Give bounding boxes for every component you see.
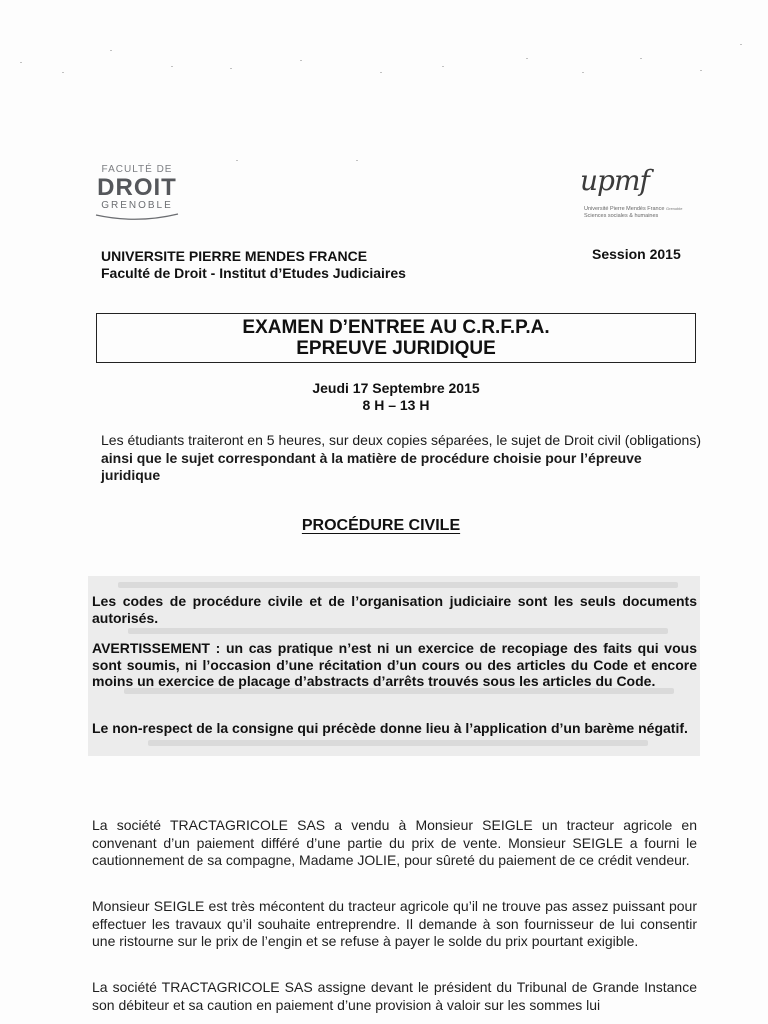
exam-hours: 8 H – 13 H — [362, 397, 430, 413]
faculty-logo — [92, 164, 182, 222]
bleed-through-line — [118, 582, 678, 588]
intro-normal-text: Les étudiants traiteront en 5 heures, sur deux copies séparées, le sujet de Droit civil (obligations) — [101, 432, 701, 448]
exam-day: Jeudi 17 Septembre 2015 — [312, 380, 480, 396]
scan-speck — [442, 66, 444, 67]
faculty-logo-line3: GRENOBLE — [101, 200, 173, 211]
scan-speck — [62, 72, 64, 73]
case-paragraph-2: Monsieur SEIGLE est très mécontent du tracteur agricole qu’il ne trouve pas assez puissant pour effectuer les travaux qu’il souhaite entreprendre. Il demande à son fournisseur de lui consentir une ristourne sur le prix de l’engin et se refuse à payer le solde du prix pourtant exigible. — [92, 898, 697, 949]
upmf-logo-brand: upmf — [580, 164, 649, 197]
section-title-text: PROCÉDURE CIVILE — [301, 517, 461, 534]
upmf-logo-subtitle2: Sciences sociales & humaines — [584, 213, 659, 219]
scan-speck — [236, 160, 238, 161]
case-paragraph-3: La société TRACTAGRICOLE SAS assigne devant le président du Tribunal de Grande Instance son débiteur et sa caution en paiement d’une provision à valoir sur les sommes lui — [92, 979, 697, 1013]
upmf-logo-subtitle1: Université Pierre Mendès France — [584, 206, 665, 212]
upmf-logo-city: Grenoble — [666, 206, 683, 211]
exam-title-line1: EXAMEN D’ENTREE AU C.R.F.P.A. — [242, 317, 550, 338]
logo-swoosh-icon — [92, 212, 182, 222]
scan-speck — [700, 70, 702, 71]
exam-title-line2: EPREUVE JURIDIQUE — [296, 338, 496, 359]
instruction-warning: AVERTISSEMENT : un cas pratique n’est ni un exercice de recopiage des faits qui vous sont soumis, ni l’occasion d’une récitation d’un cours ou des articles du Code et encore moins un exercice de placage d’abstracts d’arrêts trouvés sous les articles du Code. — [92, 640, 697, 689]
scan-speck — [171, 66, 173, 67]
scan-speck — [526, 58, 528, 59]
bleed-through-line — [128, 628, 668, 634]
scan-speck — [740, 44, 742, 45]
instruction-penalty: Le non-respect de la consigne qui précède donne lieu à l’application d’un barème négatif. — [92, 720, 688, 736]
scan-speck — [300, 60, 302, 61]
upmf-logo — [580, 166, 690, 220]
faculty-logo-line2: DROIT — [97, 174, 177, 201]
scan-speck — [356, 160, 358, 161]
exam-date — [96, 380, 696, 414]
exam-title-box — [96, 313, 696, 363]
intro-paragraph — [101, 432, 701, 485]
scan-speck — [20, 62, 22, 63]
session-label: Session 2015 — [592, 246, 681, 262]
bleed-through-line — [148, 740, 648, 746]
university-name: UNIVERSITE PIERRE MENDES FRANCE — [101, 248, 368, 264]
intro-bold-text: ainsi que le sujet correspondant à la matière de procédure choisie pour l’épreuve juridique — [101, 449, 642, 483]
scan-speck — [230, 68, 232, 69]
faculty-name: Faculté de Droit - Institut d’Etudes Judiciaires — [101, 265, 406, 281]
instruction-authorized-codes: Les codes de procédure civile et de l’organisation judiciaire sont les seuls documents autorisés. — [92, 593, 697, 626]
section-title — [96, 516, 666, 536]
scan-speck — [110, 50, 112, 51]
faculty-logo-line1: FACULTÉ DE — [101, 164, 173, 175]
scan-speck — [380, 72, 382, 73]
case-paragraph-1: La société TRACTAGRICOLE SAS a vendu à Monsieur SEIGLE un tracteur agricole en convenant d’un paiement différé d’une partie du prix de vente. Monsieur SEIGLE a fourni le cautionnement de sa compagne, Madame JOLIE, pour sûreté du paiement de ce crédit vendeur. — [92, 817, 697, 868]
scan-speck — [582, 72, 584, 73]
scan-speck — [640, 58, 642, 59]
